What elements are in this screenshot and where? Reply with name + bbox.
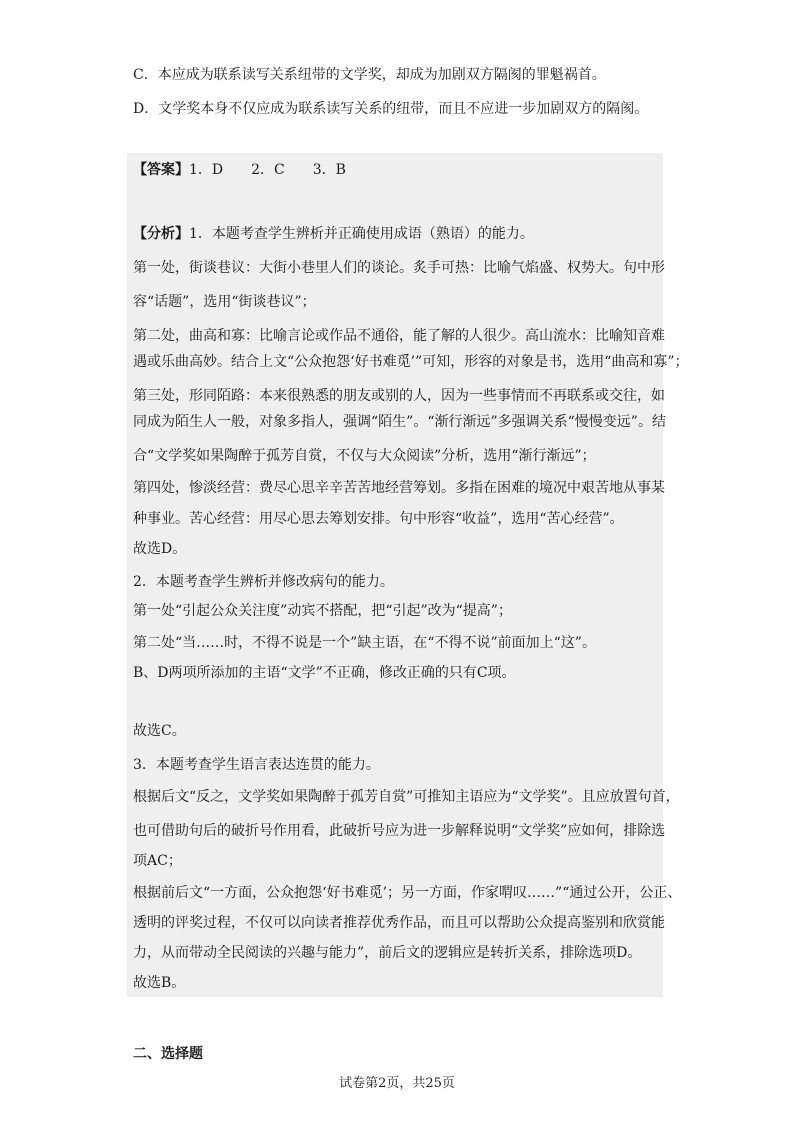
analysis-line: 故选D。 (133, 541, 187, 557)
analysis-line: 遇或乐曲高妙。结合上文“公众抱怨‘好书难觅’”可知，形容的对象是书，选用“曲高和寡”； (133, 354, 689, 370)
analysis-line: 也可借助句后的破折号作用看，此破折号应为进一步解释说明“文学奖”应如何，排除选 (133, 823, 666, 839)
answer-label: 【答案】 (133, 162, 189, 178)
answer-line (133, 161, 346, 179)
analysis-line: 力，从而带动全民阅读的兴趣与能力”，前后文的逻辑应是转折关系，排除选项D。 (133, 945, 642, 961)
analysis-text: 1．本题考查学生辨析并正确使用成语（熟语）的能力。 (189, 226, 534, 242)
analysis-line: 故选B。 (133, 975, 186, 991)
analysis-line: 第四处，惨淡经营：费尽心思辛辛苦苦地经营筹划。多指在困难的境况中艰苦地从事某 (133, 480, 665, 496)
analysis-line: 第三处，形同陌路：本来很熟悉的朋友或别的人，因为一些事情而不再联系或交往，如 (133, 388, 665, 404)
analysis-line: 透明的评奖过程，不仅可以向读者推荐优秀作品，而且可以帮助公众提高鉴别和欣赏能 (133, 915, 665, 931)
analysis-line: 3．本题考查学生语言表达连贯的能力。 (133, 757, 380, 773)
analysis-line: 2．本题考查学生辨析并修改病句的能力。 (133, 574, 394, 590)
analysis-line: 项AC； (133, 853, 182, 869)
option-d: D．文学奖本身不仅应成为联系读写关系的纽带，而且不应进一步加剧双方的隔阂。 (133, 101, 649, 117)
analysis-line: B、D两项所添加的主语“文学”不正确，修改正确的只有C项。 (133, 665, 516, 681)
analysis-line: 根据前后文“一方面，公众抱怨‘好书难觅’；另一方面，作家喟叹……”“通过公开，公正、 (133, 885, 682, 901)
page-footer: 试卷第2页，共25页 (339, 1076, 455, 1091)
option-c: C．本应成为联系读写关系纽带的文学奖，却成为加剧双方隔阂的罪魁祸首。 (133, 67, 606, 83)
analysis-line: 种事业。苦心经营：用尽心思去筹划安排。句中形容“收益”，选用“苦心经营”。 (133, 511, 624, 527)
analysis-label: 【分析】 (133, 226, 189, 242)
analysis-line: 同成为陌生人一般，对象多指人，强调“陌生”。“渐行渐远”多强调关系“慢慢变远”。结 (133, 414, 666, 430)
analysis-line: 第二处“当……时，不得不说是一个”缺主语，在“不得不说”前面加上“这”。 (133, 635, 596, 651)
section-title: 二、选择题 (133, 1046, 203, 1062)
analysis-line: 第二处，曲高和寡：比喻言论或作品不通俗，能了解的人很少。高山流水：比喻知音难 (133, 328, 665, 344)
analysis-line: 容“话题”，选用“街谈巷议”； (133, 294, 316, 310)
analysis-line (133, 225, 534, 243)
answer-text: 1．D 2．C 3．B (189, 162, 346, 178)
analysis-line: 第一处，街谈巷议：大街小巷里人们的谈论。炙手可热：比喻气焰盛、权势大。句中形 (133, 260, 665, 276)
analysis-line: 故选C。 (133, 723, 186, 739)
analysis-line: 合“文学奖如果陶醉于孤芳自赏，不仅与大众阅读”分析，选用“渐行渐远”； (133, 448, 596, 464)
analysis-line: 根据后文“反之，文学奖如果陶醉于孤芳自赏”可推知主语应为“文学奖”。且应放置句首， (133, 789, 680, 805)
analysis-line: 第一处“引起公众关注度”动宾不搭配，把“引起”改为“提高”； (133, 603, 512, 619)
